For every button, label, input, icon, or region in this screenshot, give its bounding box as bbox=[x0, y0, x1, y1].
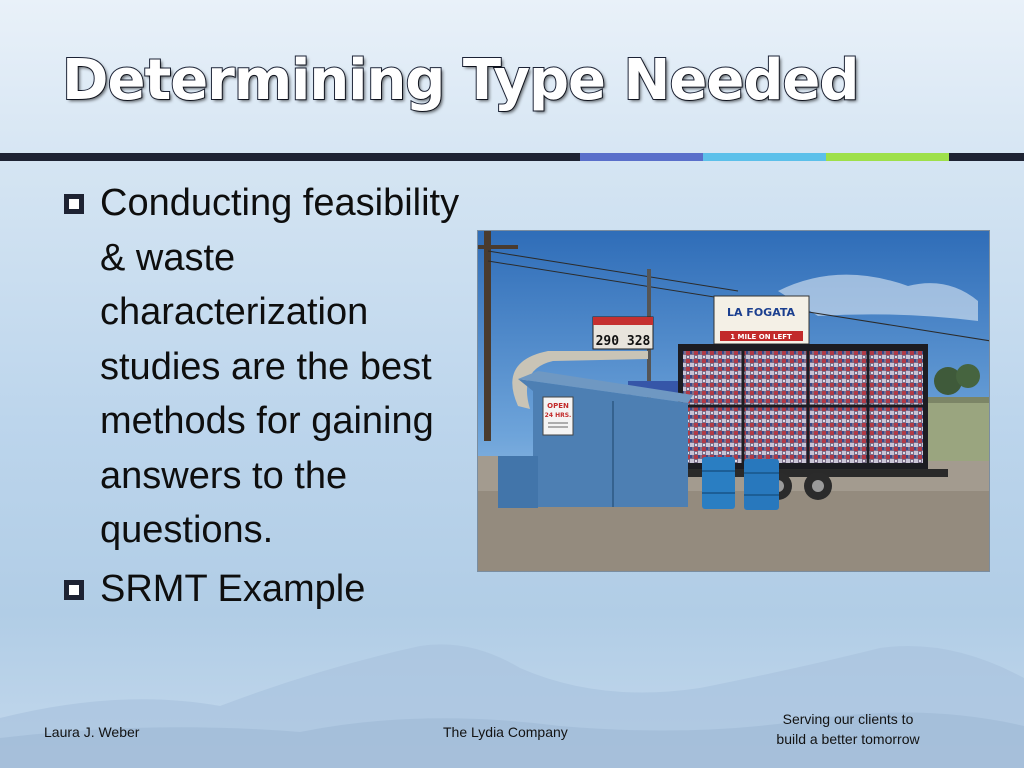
bullet-square-icon bbox=[64, 580, 84, 600]
bullet-square-icon bbox=[64, 194, 84, 214]
bullet-text: SRMT Example bbox=[100, 567, 366, 610]
divider-accent-cyan bbox=[703, 153, 826, 161]
slide-title: Determining Type Needed bbox=[62, 48, 859, 113]
footer-author: Laura J. Weber bbox=[44, 724, 140, 740]
dumpster-sign-line1: OPEN bbox=[547, 402, 569, 410]
restaurant-sign-distance: 1 MILE ON LEFT bbox=[730, 333, 792, 341]
bullet-text: Conducting feasibility & waste characterization studies are the best methods for gaining answers to the questions. bbox=[100, 182, 460, 551]
title-divider bbox=[0, 153, 1024, 161]
price-sign-text: 290 328 bbox=[595, 334, 651, 349]
bullet-item bbox=[62, 176, 462, 558]
divider-accent-green bbox=[826, 153, 949, 161]
bullet-item bbox=[62, 562, 462, 617]
bullet-list bbox=[62, 176, 462, 620]
footer-company: The Lydia Company bbox=[443, 724, 568, 740]
dumpster-sign-line2: 24 HRS. bbox=[544, 412, 572, 419]
footer-tagline bbox=[748, 709, 948, 749]
restaurant-sign-name: LA FOGATA bbox=[726, 306, 796, 319]
footer-tagline-line2: build a better tomorrow bbox=[776, 731, 920, 747]
recycling-trailer-photo bbox=[477, 230, 990, 572]
divider-accent-blue bbox=[580, 153, 703, 161]
footer-tagline-line1: Serving our clients to bbox=[782, 711, 914, 727]
